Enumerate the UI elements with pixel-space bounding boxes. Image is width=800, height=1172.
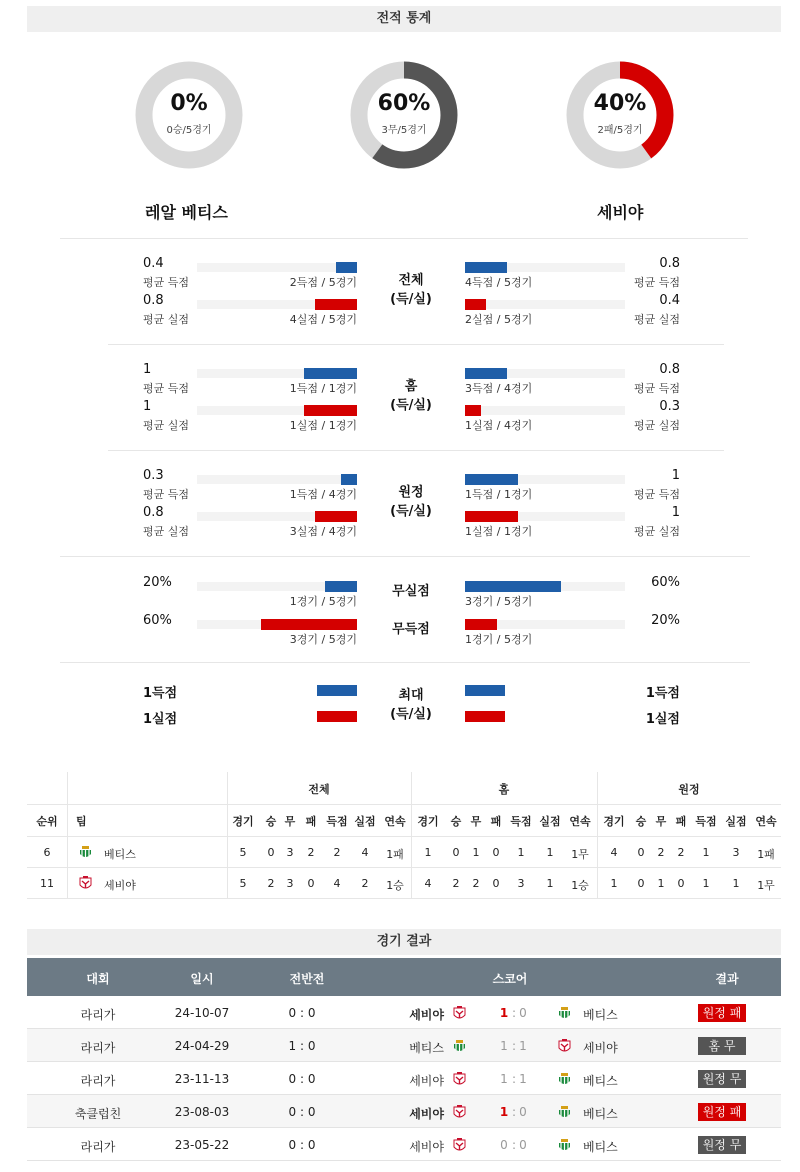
col-header: 경기 <box>232 815 254 828</box>
results-section-title: 경기 결과 <box>27 929 781 955</box>
stat-cell: 0 <box>307 877 315 890</box>
stat-cell: 0 <box>267 846 275 859</box>
donut-percent: 0% <box>170 91 208 116</box>
left-bar <box>325 581 357 592</box>
stat-cell: 2 <box>307 846 315 859</box>
left-count: 1득점 / 1경기 <box>289 382 357 395</box>
right-label: 평균 득점 <box>633 276 680 289</box>
table-line <box>27 804 781 805</box>
stat-cell: 1 <box>657 877 665 890</box>
betis-crest-icon <box>558 1105 571 1120</box>
left-count: 4실점 / 5경기 <box>289 313 357 326</box>
team-name-left: 레알 베티스 <box>145 203 228 222</box>
sevilla-crest-icon <box>558 1039 571 1054</box>
stat-cell: 3 <box>732 846 740 859</box>
right-bar <box>465 581 561 592</box>
competition-cell: 라리가 <box>80 1008 116 1022</box>
col-header: 득점 <box>695 815 717 828</box>
right-value: 1 <box>671 505 680 520</box>
sevilla-crest-icon <box>453 1072 466 1087</box>
left-bar <box>315 299 357 310</box>
halftime-cell: 0 : 0 <box>288 1006 316 1020</box>
col-header: 경기 <box>603 815 625 828</box>
left-bar <box>261 619 357 630</box>
halftime-cell: 1 : 0 <box>288 1039 316 1053</box>
right-bar <box>465 368 507 379</box>
left-bar <box>317 685 357 696</box>
col-header: 실점 <box>539 815 561 828</box>
right-value: 0.8 <box>659 362 680 377</box>
left-count: 1경기 / 5경기 <box>289 595 357 608</box>
left-value: 0.3 <box>143 468 164 483</box>
stat-cell: 0 <box>637 877 645 890</box>
stat-cell: 2 <box>361 877 369 890</box>
right-bar <box>465 619 497 630</box>
left-label: 평균 득점 <box>143 276 190 289</box>
stat-cell: 2 <box>472 877 480 890</box>
divider <box>60 662 750 663</box>
home-score: 0 <box>500 1138 508 1152</box>
donut-percent: 60% <box>377 91 431 116</box>
right-value: 0.4 <box>659 293 680 308</box>
left-bar <box>315 511 357 522</box>
right-label: 평균 득점 <box>633 488 680 501</box>
divider <box>108 450 724 451</box>
col-header: 실점 <box>725 815 747 828</box>
halftime-cell: 0 : 0 <box>288 1138 316 1152</box>
left-bar <box>304 368 357 379</box>
right-bar <box>465 711 505 722</box>
home-score: 1 <box>500 1039 508 1053</box>
stat-cell: 4 <box>610 846 618 859</box>
sevilla-crest-icon <box>453 1138 466 1153</box>
right-count: 3경기 / 5경기 <box>465 595 533 608</box>
left-count: 2득점 / 5경기 <box>289 276 357 289</box>
stat-cell: 1무 <box>571 848 589 861</box>
col-header: 득점 <box>510 815 532 828</box>
result-badge: 원정 패 <box>698 1004 746 1022</box>
table-line <box>27 867 781 868</box>
divider <box>108 344 724 345</box>
right-count: 2실점 / 5경기 <box>465 313 533 326</box>
away-score: 0 <box>519 1138 527 1152</box>
left-count: 1득점 / 4경기 <box>289 488 357 501</box>
home-team[interactable]: 베티스 <box>409 1041 444 1055</box>
left-bar-track <box>197 263 357 272</box>
results-col-header: 일시 <box>190 972 214 986</box>
left-bar <box>341 474 357 485</box>
home-team[interactable]: 세비야 <box>409 1140 444 1154</box>
right-label: 평균 득점 <box>633 382 680 395</box>
left-bar <box>317 711 357 722</box>
betis-crest-icon <box>558 1006 571 1021</box>
right-value: 1 <box>671 468 680 483</box>
stat-cell: 1 <box>702 877 710 890</box>
col-header: 연속 <box>569 815 591 828</box>
right-bar <box>465 262 507 273</box>
left-bar <box>336 262 357 273</box>
block-label: 전체 (득/실) <box>390 273 432 307</box>
competition-cell: 라리가 <box>80 1074 116 1088</box>
left-percent: 60% <box>143 613 172 628</box>
score-colon: : <box>511 1138 517 1152</box>
rank-cell: 11 <box>40 877 54 890</box>
left-percent: 20% <box>143 575 172 590</box>
right-bar <box>465 299 486 310</box>
home-score: 1 <box>499 1006 509 1020</box>
stat-cell: 3 <box>286 846 294 859</box>
col-rank: 순위 <box>36 815 58 828</box>
betis-crest-icon <box>453 1039 466 1054</box>
right-count: 1득점 / 1경기 <box>465 488 533 501</box>
left-count: 3경기 / 5경기 <box>289 633 357 646</box>
betis-crest-icon <box>558 1138 571 1153</box>
stat-cell: 1패 <box>757 848 775 861</box>
donut-record: 3무/5경기 <box>381 125 427 136</box>
right-bar <box>465 474 518 485</box>
date-cell: 23-11-13 <box>174 1072 230 1086</box>
away-team[interactable]: 베티스 <box>583 1008 618 1022</box>
col-header: 패 <box>490 815 502 828</box>
results-col-header: 대회 <box>86 972 110 986</box>
stat-cell: 2 <box>452 877 460 890</box>
col-header: 무 <box>284 815 296 828</box>
right-count: 1실점 / 1경기 <box>465 525 533 538</box>
away-team[interactable]: 베티스 <box>583 1140 618 1154</box>
stats-section-title: 전적 통계 <box>27 6 781 32</box>
block-label: 원정 (득/실) <box>390 485 432 519</box>
col-header: 패 <box>675 815 687 828</box>
sevilla-crest-icon <box>79 876 92 891</box>
stat-cell: 1 <box>610 877 618 890</box>
right-bar <box>465 685 505 696</box>
left-value: 1 <box>143 362 152 377</box>
left-max: 1득점 <box>143 686 178 701</box>
right-count: 1경기 / 5경기 <box>465 633 533 646</box>
divider <box>60 556 750 557</box>
sevilla-crest-icon <box>453 1006 466 1021</box>
stat-cell: 1패 <box>386 848 404 861</box>
stat-cell: 0 <box>492 877 500 890</box>
results-header-bar <box>27 958 781 996</box>
stat-cell: 5 <box>239 877 247 890</box>
col-header: 무 <box>655 815 667 828</box>
group-header: 홈 <box>498 783 510 796</box>
col-header: 연속 <box>755 815 777 828</box>
rank-cell: 6 <box>43 846 51 859</box>
stat-cell: 0 <box>677 877 685 890</box>
right-value: 0.8 <box>659 256 680 271</box>
left-value: 1 <box>143 399 152 414</box>
stat-cell: 5 <box>239 846 247 859</box>
results-col-header: 스코어 <box>492 972 528 986</box>
block-label: 홈 (득/실) <box>390 379 432 413</box>
stat-cell: 1승 <box>386 879 404 892</box>
date-cell: 23-05-22 <box>174 1138 230 1152</box>
table-line <box>27 836 781 837</box>
right-percent: 20% <box>651 613 680 628</box>
stat-cell: 4 <box>333 877 341 890</box>
group-header: 원정 <box>678 783 700 796</box>
stat-cell: 1 <box>546 877 554 890</box>
halftime-cell: 0 : 0 <box>288 1105 316 1119</box>
stat-cell: 1 <box>732 877 740 890</box>
home-team[interactable]: 세비야 <box>409 1008 444 1022</box>
team-name-right: 세비야 <box>597 203 644 222</box>
left-bar-track <box>197 475 357 484</box>
stat-cell: 1 <box>702 846 710 859</box>
home-team[interactable]: 세비야 <box>409 1074 444 1088</box>
stat-cell: 1 <box>546 846 554 859</box>
stat-cell: 1무 <box>757 879 775 892</box>
stat-cell: 2 <box>657 846 665 859</box>
block-label: 최대 (득/실) <box>390 688 432 722</box>
right-bar <box>465 405 481 416</box>
win-rate-donut <box>350 61 458 169</box>
stat-cell: 2 <box>333 846 341 859</box>
results-col-header: 결과 <box>715 972 739 986</box>
right-max: 1득점 <box>645 686 680 701</box>
left-value: 0.4 <box>143 256 164 271</box>
right-label: 평균 실점 <box>633 525 680 538</box>
result-badge: 원정 패 <box>698 1103 746 1121</box>
left-value: 0.8 <box>143 293 164 308</box>
away-score: 1 <box>519 1039 527 1053</box>
left-label: 평균 득점 <box>143 488 190 501</box>
row-label: 무실점 <box>392 584 430 599</box>
competition-cell: 축클럽친 <box>74 1107 122 1121</box>
results-col-header: 전반전 <box>289 972 325 986</box>
right-percent: 60% <box>651 575 680 590</box>
right-label: 평균 실점 <box>633 313 680 326</box>
stat-cell: 1 <box>517 846 525 859</box>
right-bar <box>465 511 518 522</box>
result-badge: 홈 무 <box>698 1037 746 1055</box>
score-colon: : <box>511 1072 517 1086</box>
home-score: 1 <box>499 1105 509 1119</box>
win-rate-donut <box>566 61 674 169</box>
left-label: 평균 실점 <box>143 525 190 538</box>
left-max: 1실점 <box>143 712 178 727</box>
stat-cell: 0 <box>452 846 460 859</box>
competition-cell: 라리가 <box>80 1041 116 1055</box>
stat-cell: 3 <box>517 877 525 890</box>
table-vline <box>67 772 68 898</box>
stat-cell: 4 <box>361 846 369 859</box>
stat-cell: 1 <box>472 846 480 859</box>
col-header: 무 <box>470 815 482 828</box>
betis-crest-icon <box>558 1072 571 1087</box>
col-team: 팀 <box>76 815 87 828</box>
col-header: 연속 <box>384 815 406 828</box>
stat-cell: 1 <box>424 846 432 859</box>
table-line <box>27 898 781 899</box>
left-label: 평균 실점 <box>143 419 190 432</box>
left-bar <box>304 405 357 416</box>
right-value: 0.3 <box>659 399 680 414</box>
stat-cell: 4 <box>424 877 432 890</box>
stat-cell: 2 <box>267 877 275 890</box>
away-score: 1 <box>519 1072 527 1086</box>
win-rate-donut <box>135 61 243 169</box>
left-label: 평균 실점 <box>143 313 190 326</box>
col-header: 득점 <box>326 815 348 828</box>
team-link[interactable]: 세비야 <box>104 879 136 892</box>
home-score: 1 <box>500 1072 508 1086</box>
group-header: 전체 <box>308 783 330 796</box>
right-max: 1실점 <box>645 712 680 727</box>
halftime-cell: 0 : 0 <box>288 1072 316 1086</box>
result-badge: 원정 무 <box>698 1070 746 1088</box>
row-label: 무득점 <box>392 622 430 637</box>
date-cell: 24-10-07 <box>174 1006 230 1020</box>
stat-cell: 2 <box>677 846 685 859</box>
col-header: 경기 <box>417 815 439 828</box>
score-colon: : <box>511 1105 517 1119</box>
left-count: 1실점 / 1경기 <box>289 419 357 432</box>
stat-cell: 0 <box>637 846 645 859</box>
col-header: 승 <box>450 815 462 828</box>
away-team[interactable]: 베티스 <box>583 1107 618 1121</box>
date-cell: 24-04-29 <box>174 1039 230 1053</box>
date-cell: 23-08-03 <box>174 1105 230 1119</box>
left-count: 3실점 / 4경기 <box>289 525 357 538</box>
away-team[interactable]: 세비야 <box>583 1041 618 1055</box>
away-score: 0 <box>519 1006 527 1020</box>
betis-crest-icon <box>79 845 92 860</box>
sevilla-crest-icon <box>453 1105 466 1120</box>
score-colon: : <box>511 1006 517 1020</box>
col-header: 승 <box>635 815 647 828</box>
away-score: 0 <box>519 1105 527 1119</box>
score-colon: : <box>511 1039 517 1053</box>
right-label: 평균 실점 <box>633 419 680 432</box>
away-team[interactable]: 베티스 <box>583 1074 618 1088</box>
col-header: 패 <box>305 815 317 828</box>
left-value: 0.8 <box>143 505 164 520</box>
team-link[interactable]: 베티스 <box>104 848 136 861</box>
donut-record: 0승/5경기 <box>166 125 212 136</box>
divider <box>60 238 748 239</box>
stat-cell: 1승 <box>571 879 589 892</box>
col-header: 승 <box>265 815 277 828</box>
donut-percent: 40% <box>593 91 647 116</box>
donut-record: 2패/5경기 <box>597 125 643 136</box>
right-count: 1실점 / 4경기 <box>465 419 533 432</box>
result-badge: 원정 무 <box>698 1136 746 1154</box>
right-count: 4득점 / 5경기 <box>465 276 533 289</box>
home-team[interactable]: 세비야 <box>409 1107 444 1121</box>
stat-cell: 3 <box>286 877 294 890</box>
competition-cell: 라리가 <box>80 1140 116 1154</box>
left-label: 평균 득점 <box>143 382 190 395</box>
col-header: 실점 <box>354 815 376 828</box>
right-count: 3득점 / 4경기 <box>465 382 533 395</box>
stat-cell: 0 <box>492 846 500 859</box>
